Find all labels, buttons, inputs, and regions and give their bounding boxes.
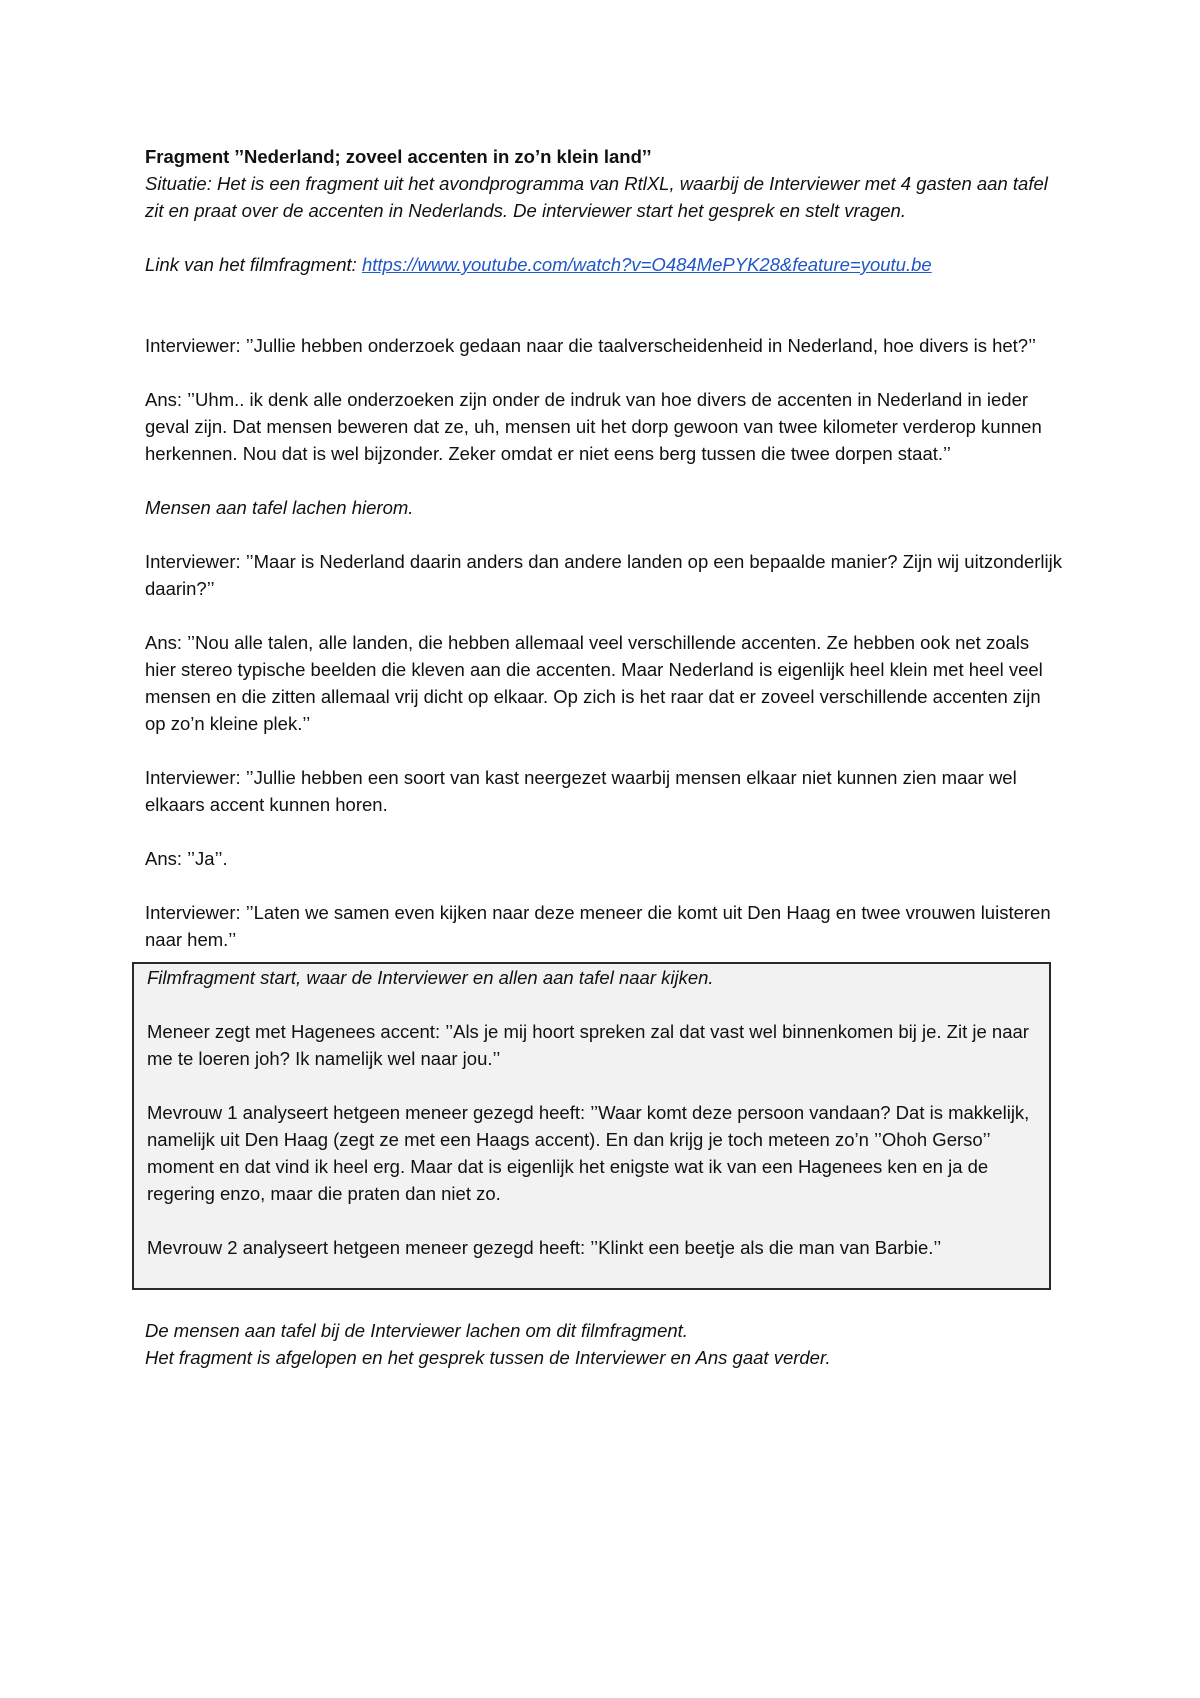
dialogue-line-interviewer-3: Interviewer: ’’Jullie hebben een soort van kast neergezet waarbij mensen elkaar niet kunnen zien maar wel elkaars accent kunnen horen. [145, 767, 1017, 815]
link-line [145, 251, 1065, 278]
situation-description: Situatie: Het is een fragment uit het avondprogramma van RtlXL, waarbij de Interviewer met 4 gasten aan tafel zit en praat over de accenten in Nederlands. De interviewer start het gesprek en stelt vragen. [145, 173, 1048, 221]
dialogue-line-interviewer-1: Interviewer: ’’Jullie hebben onderzoek gedaan naar die taalverscheidenheid in Nederland, hoe divers is het?’’ [145, 335, 1036, 356]
dialogue-line-interviewer-2: Interviewer: ’’Maar is Nederland daarin anders dan andere landen op een bepaalde manier? Zijn wij uitzonderlijk daarin?’’ [145, 551, 1062, 599]
dialogue-line-interviewer-4: Interviewer: ’’Laten we samen even kijken naar deze meneer die komt uit Den Haag en twee vrouwen luisteren naar hem.’’ [145, 902, 1051, 950]
dialogue-line-ans-2: Ans: ’’Nou alle talen, alle landen, die hebben allemaal veel verschillende accenten. Ze hebben ook net zoals hier stereo typische beelden die kleven aan die accenten. Maar Nederland is eigenlijk heel klein met heel veel mensen en die zitten allemaal vrij dicht op elkaar. Op zich is het raar dat er zoveel verschillende accenten zijn op zo’n kleine plek.’’ [145, 632, 1043, 734]
film-line-mevrouw-1: Mevrouw 1 analyseert hetgeen meneer gezegd heeft: ’’Waar komt deze persoon vandaan? Dat is makkelijk, namelijk uit Den Haag (zegt ze met een Haags accent). En dan krijg je toch meteen zo’n ’’Ohoh Gerso’’ moment en dat vind ik heel erg. Maar dat is eigenlijk het enigste wat ik van een Hagenees ken en ja de regering enzo, maar die praten dan niet zo. [147, 1102, 1030, 1204]
document-title: Fragment ’’Nederland; zoveel accenten in zo’n klein land’’ [145, 146, 652, 167]
film-fragment-box [132, 962, 1051, 1290]
outro-line-2: Het fragment is afgelopen en het gesprek tussen de Interviewer en Ans gaat verder. [145, 1347, 831, 1368]
dialogue-line-ans-3: Ans: ’’Ja’’. [145, 848, 228, 869]
link-label: Link van het filmfragment: [145, 254, 357, 275]
film-fragment-intro: Filmfragment start, waar de Interviewer en allen aan tafel naar kijken. [147, 967, 714, 988]
youtube-link[interactable]: https://www.youtube.com/watch?v=O484MePYK28&feature=youtu.be [361, 254, 932, 275]
stage-direction-laughing: Mensen aan tafel lachen hierom. [145, 497, 414, 518]
film-line-meneer: Meneer zegt met Hagenees accent: ’’Als je mij hoort spreken zal dat vast wel binnenkomen bij je. Zit je naar me te loeren joh? Ik namelijk wel naar jou.’’ [147, 1021, 1029, 1069]
dialogue-line-ans-1: Ans: ’’Uhm.. ik denk alle onderzoeken zijn onder de indruk van hoe divers de accenten in Nederland in ieder geval zijn. Dat mensen beweren dat ze, uh, mensen uit het dorp gewoon van twee kilometer verderop kunnen herkennen. Nou dat is wel bijzonder. Zeker omdat er niet eens berg tussen die twee dorpen staat.’’ [145, 389, 1042, 464]
outro-line-1: De mensen aan tafel bij de Interviewer lachen om dit filmfragment. [145, 1320, 688, 1341]
document-page [145, 143, 1065, 1371]
film-line-mevrouw-2: Mevrouw 2 analyseert hetgeen meneer gezegd heeft: ’’Klinkt een beetje als die man van Barbie.’’ [147, 1237, 942, 1258]
